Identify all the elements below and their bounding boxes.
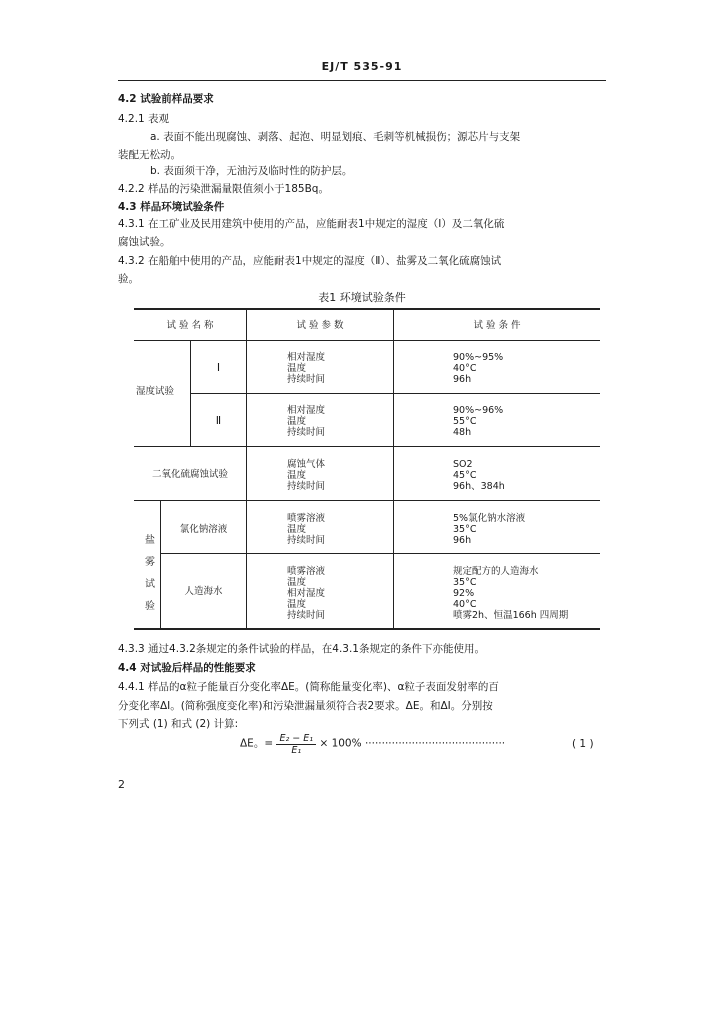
document-code: EJ/T 535-91 (321, 60, 403, 73)
table-col-divider (246, 308, 247, 629)
nacl-params: 喷雾溶液 温度 持续时间 (287, 513, 326, 546)
formula-1 (240, 732, 505, 755)
nacl-solution-label: 氯化钠溶液 (179, 524, 228, 535)
humidity-class-II: Ⅱ (215, 414, 222, 427)
nacl-conditions: 5%氯化钠水溶液 35°C 96h (453, 513, 526, 546)
table-row-divider (134, 500, 600, 501)
humidity-I-params: 相对湿度 温度 持续时间 (287, 352, 326, 385)
item-a-line2: 装配无松动。 (118, 149, 181, 161)
section-4-3-3: 4.3.3 通过4.3.2条规定的条件试验的样品，在4.3.1条规定的条件下亦能使用。 (118, 643, 485, 655)
formula-lhs: ΔE。= (240, 737, 274, 750)
formula-numerator: E₂ − E₁ (276, 733, 316, 745)
table-row-divider (160, 553, 600, 554)
table-header-test-conditions: 试 验 条 件 (473, 320, 521, 331)
table-col-divider (393, 308, 394, 629)
section-4-4-1-line3: 下列式 (1) 和式 (2) 计算: (118, 718, 239, 730)
item-b: b. 表面须干净，无油污及临时性的防护层。 (150, 165, 353, 177)
seawater-params: 喷雾溶液 温度 相对湿度 温度 持续时间 (287, 566, 326, 621)
header-rule (118, 80, 606, 81)
section-4-3-2-line2: 验。 (118, 273, 139, 285)
table-col-divider (190, 340, 191, 446)
salt-spray-test-label: 盐雾试验 (145, 535, 155, 612)
table-row-divider (190, 393, 600, 394)
humidity-test-label: 湿度试验 (136, 386, 175, 397)
table-1-title: 表1 环境试验条件 (318, 291, 406, 304)
formula-fraction (276, 733, 316, 756)
humidity-I-conditions: 90%~95% 40°C 96h (453, 352, 504, 385)
table-header-test-name: 试 验 名 称 (166, 320, 214, 331)
section-4-4-heading: 4.4 对试验后样品的性能要求 (118, 662, 256, 674)
table-top-rule (134, 308, 600, 310)
section-4-3-1-line1: 4.3.1 在工矿业及民用建筑中使用的产品，应能耐表1中规定的湿度（Ⅰ）及二氧化硫 (118, 218, 505, 230)
table-header-test-params: 试 验 参 数 (296, 320, 344, 331)
table-col-divider (160, 500, 161, 628)
table-bottom-rule (134, 628, 600, 630)
humidity-II-conditions: 90%~96% 55°C 48h (453, 405, 504, 438)
section-4-4-1-line1: 4.4.1 样品的α粒子能量百分变化率ΔE。(简称能量变化率)、α粒子表面发射率的百 (118, 681, 499, 693)
formula-rhs: × 100% (319, 737, 362, 750)
section-4-3-2-line1: 4.3.2 在船舶中使用的产品，应能耐表1中规定的湿度（Ⅱ）、盐雾及二氧化硫腐蚀试 (118, 255, 502, 267)
humidity-class-I: Ⅰ (216, 361, 221, 374)
formula-denominator: E₁ (291, 745, 302, 756)
formula-leader-dots: ·········································· (364, 737, 506, 750)
section-4-2-1-heading: 4.2.1 表观 (118, 113, 170, 125)
section-4-3-heading: 4.3 样品环境试验条件 (118, 201, 225, 213)
so2-conditions: SO2 45°C 96h、384h (453, 459, 505, 492)
section-4-4-1-line2: 分变化率ΔI。(简称强度变化率)和污染泄漏量须符合表2要求。ΔE。和ΔI。分别按 (118, 700, 493, 712)
section-4-2-heading: 4.2 试验前样品要求 (118, 93, 214, 105)
so2-test-label: 二氧化硫腐蚀试验 (151, 469, 228, 480)
humidity-II-params: 相对湿度 温度 持续时间 (287, 405, 326, 438)
table-row-divider (134, 446, 600, 447)
so2-params: 腐蚀气体 温度 持续时间 (287, 459, 326, 492)
section-4-2-2: 4.2.2 样品的污染泄漏量限值须小于185Bq。 (118, 183, 329, 195)
section-4-3-1-line2: 腐蚀试验。 (118, 236, 171, 248)
formula-number: ( 1 ) (572, 738, 594, 750)
item-a-line1: a. 表面不能出现腐蚀、剥落、起泡、明显划痕、毛刺等机械损伤；源芯片与支架 (150, 131, 521, 143)
page-number: 2 (118, 778, 125, 791)
seawater-conditions: 规定配方的人造海水 35°C 92% 40°C 喷雾2h、恒温166h 四周期 (453, 566, 569, 621)
artificial-seawater-label: 人造海水 (184, 586, 223, 597)
table-header-rule (134, 340, 600, 341)
